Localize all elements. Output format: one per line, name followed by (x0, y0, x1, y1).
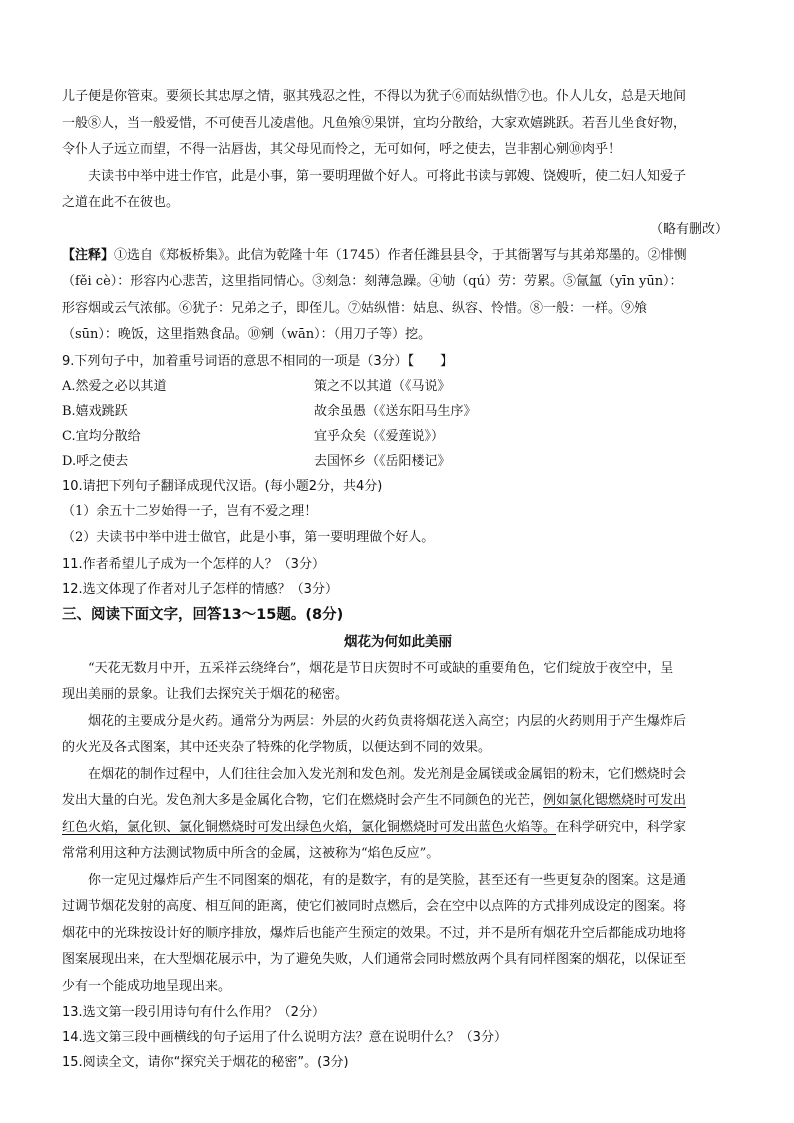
article-line: 过调节烟花发射的高度、相互间的距离，使它们被同时点燃后，会在空中以点阵的方式排列成设定的图案。将 (62, 899, 687, 914)
exam-page (62, 84, 734, 1075)
article-line: 烟花中的光珠按设计好的顺序排放，爆炸后也能产生预定的效果。不过，并不是所有烟花升空后都能成功地将 (62, 925, 687, 941)
notes-line: （fěi cè）：形容内心悲苦，这里指同情心。③刻急：刻薄急躁。④劬（qú）劳：劳累。⑤氤氲（yīn yūn）： (62, 274, 683, 289)
underlined-sentence: 例如氯化锶燃烧时可发出 (543, 793, 687, 808)
article-line: 在烟花的制作过程中，人们往往会加入发光剂和发色剂。发光剂是金属镁或金属铝的粉末，它们燃烧时会 (88, 766, 687, 782)
option-left: C.宜均分散给 (62, 428, 141, 444)
plain-text: 在科学研究中，科学家 (556, 819, 687, 835)
section-heading: 三、阅读下面文字，回答13～15题。(8分) (62, 606, 344, 623)
option-row (62, 374, 734, 399)
letter-text (62, 84, 734, 243)
question-item: （1）余五十二岁始得一子，岂有不爱之理！ (62, 503, 318, 519)
question-12: 12.选文体现了作者对儿子怎样的情感？（3分） (62, 581, 338, 597)
underlined-sentence: 红色火焰，氯化钡、氯化铜燃烧时可发出绿色火焰，氯化铜燃烧时可发出蓝色火焰等。 (62, 819, 557, 835)
option-right: 去国怀乡（《岳阳楼记》 (314, 453, 451, 469)
article-body (62, 656, 734, 1001)
article-line: 图案展现出来，在大型烟花展示中，为了避免失败，人们通常会同时燃放两个具有同样图案的烟花，以保证至 (62, 952, 687, 967)
article-line: 烟花的主要成分是火药。通常分为两层：外层的火药负责将烟花送入高空；内层的火药则用于产生爆炸后 (88, 713, 687, 729)
notes-line: 形容烟或云气浓郁。⑥犹子：兄弟之子，即侄儿。⑦姑纵惜：姑息、纵容、怜惜。⑧一般：一样。⑨飧 (62, 300, 648, 316)
letter-line: 夫读书中举中进士作官，此是小事，第一要明理做个好人。可将此书读与郭嫂、饶嫂听，使二妇人知爱子 (88, 168, 687, 184)
option-left: B.嬉戏跳跃 (62, 403, 128, 419)
article-line: “天花无数月中开，五采祥云绕绛台”，烟花是节日庆贺时不可或缺的重要角色，它们绽放于夜空中，呈 (88, 660, 674, 676)
article-line: 少有一个能成功地呈现出来。 (62, 978, 232, 994)
letter-line: 儿子便是你管束。要须长其忠厚之情，驱其残忍之性，不得以为犹子⑥而姑纵惜⑦也。仆人儿女，总是天地间 (62, 89, 687, 104)
option-right: 故余虽愚（《送东阳马生序》 (314, 403, 477, 419)
question-13: 13.选文第一段引用诗句有什么作用？（2分） (62, 1005, 325, 1020)
notes-label: 【注释】 (62, 247, 115, 263)
source-note: （略有删改） (649, 221, 728, 237)
article-line (62, 815, 734, 842)
option-right: 策之不以其道（《马说》 (314, 378, 451, 394)
annotation-notes (62, 243, 734, 349)
article-line (62, 788, 734, 815)
notes-line: ①选自《郑板桥集》。此信为乾隆十年（1745）作者任潍县县令，于其衙署写与其弟郑墨的。②悱恻 (114, 247, 687, 263)
article-line: 常常利用这种方法测试物质中所含的金属，这被称为“焰色反应”。 (62, 846, 440, 861)
option-row (62, 449, 734, 474)
option-row (62, 424, 734, 449)
notes-line: （sūn）：晚饭，这里指熟食品。⑩剜（wān）：（用刀子等）挖。 (62, 327, 432, 342)
article-line: 的火光及各式图案，其中还夹杂了特殊的化学物质，以便达到不同的效果。 (62, 740, 492, 755)
question-stem: 9.下列句子中，加着重号词语的意思不相同的一项是（3分）【 】 (62, 353, 454, 369)
question-15: 15.阅读全文，请你“探究关于烟花的秘密”。(3分) (62, 1055, 349, 1070)
letter-line: 之道在此不在彼也。 (62, 195, 180, 210)
article-title: 烟花为何如此美丽 (344, 633, 452, 650)
question-stem: 10.请把下列句子翻译成现代汉语。(每小题2分，共4分) (62, 478, 383, 494)
question-9 (62, 349, 734, 474)
article-line: 你一定见过爆炸后产生不同图案的烟花，有的是数字，有的是笑脸，甚至还有一些更复杂的图案。这是通 (88, 872, 687, 888)
question-item: （2）夫读书中举中进士做官，此是小事，第一要明理做个好人。 (62, 530, 435, 545)
option-left: D.呼之使去 (62, 453, 129, 469)
question-10 (62, 474, 734, 552)
option-row (62, 399, 734, 424)
question-14: 14.选文第三段中画横线的句子运用了什么说明方法？意在说明什么？（3分） (62, 1030, 507, 1045)
letter-line: 一般⑧人，当一般爱惜，不可使吾儿凌虐他。凡鱼飧⑨果饼，宜均分散给，大家欢嬉跳跃。若吾儿坐食好物， (62, 115, 687, 131)
question-11: 11.作者希望儿子成为一个怎样的人？（3分） (62, 556, 325, 572)
option-right: 宜乎众矣（《爱莲说》） (314, 428, 445, 444)
letter-line: 令仆人子远立而望，不得一沾唇齿，其父母见而怜之，无可如何，呼之使去，岂非割心剜⑩肉乎！ (62, 142, 622, 157)
plain-text: 发出大量的白光。发色剂大多是金属化合物，它们在燃烧时会产生不同颜色的光芒， (62, 793, 544, 808)
article-line: 现出美丽的景象。让我们去探究关于烟花的秘密。 (62, 687, 349, 702)
option-left: A.然爱之必以其道 (62, 378, 167, 394)
